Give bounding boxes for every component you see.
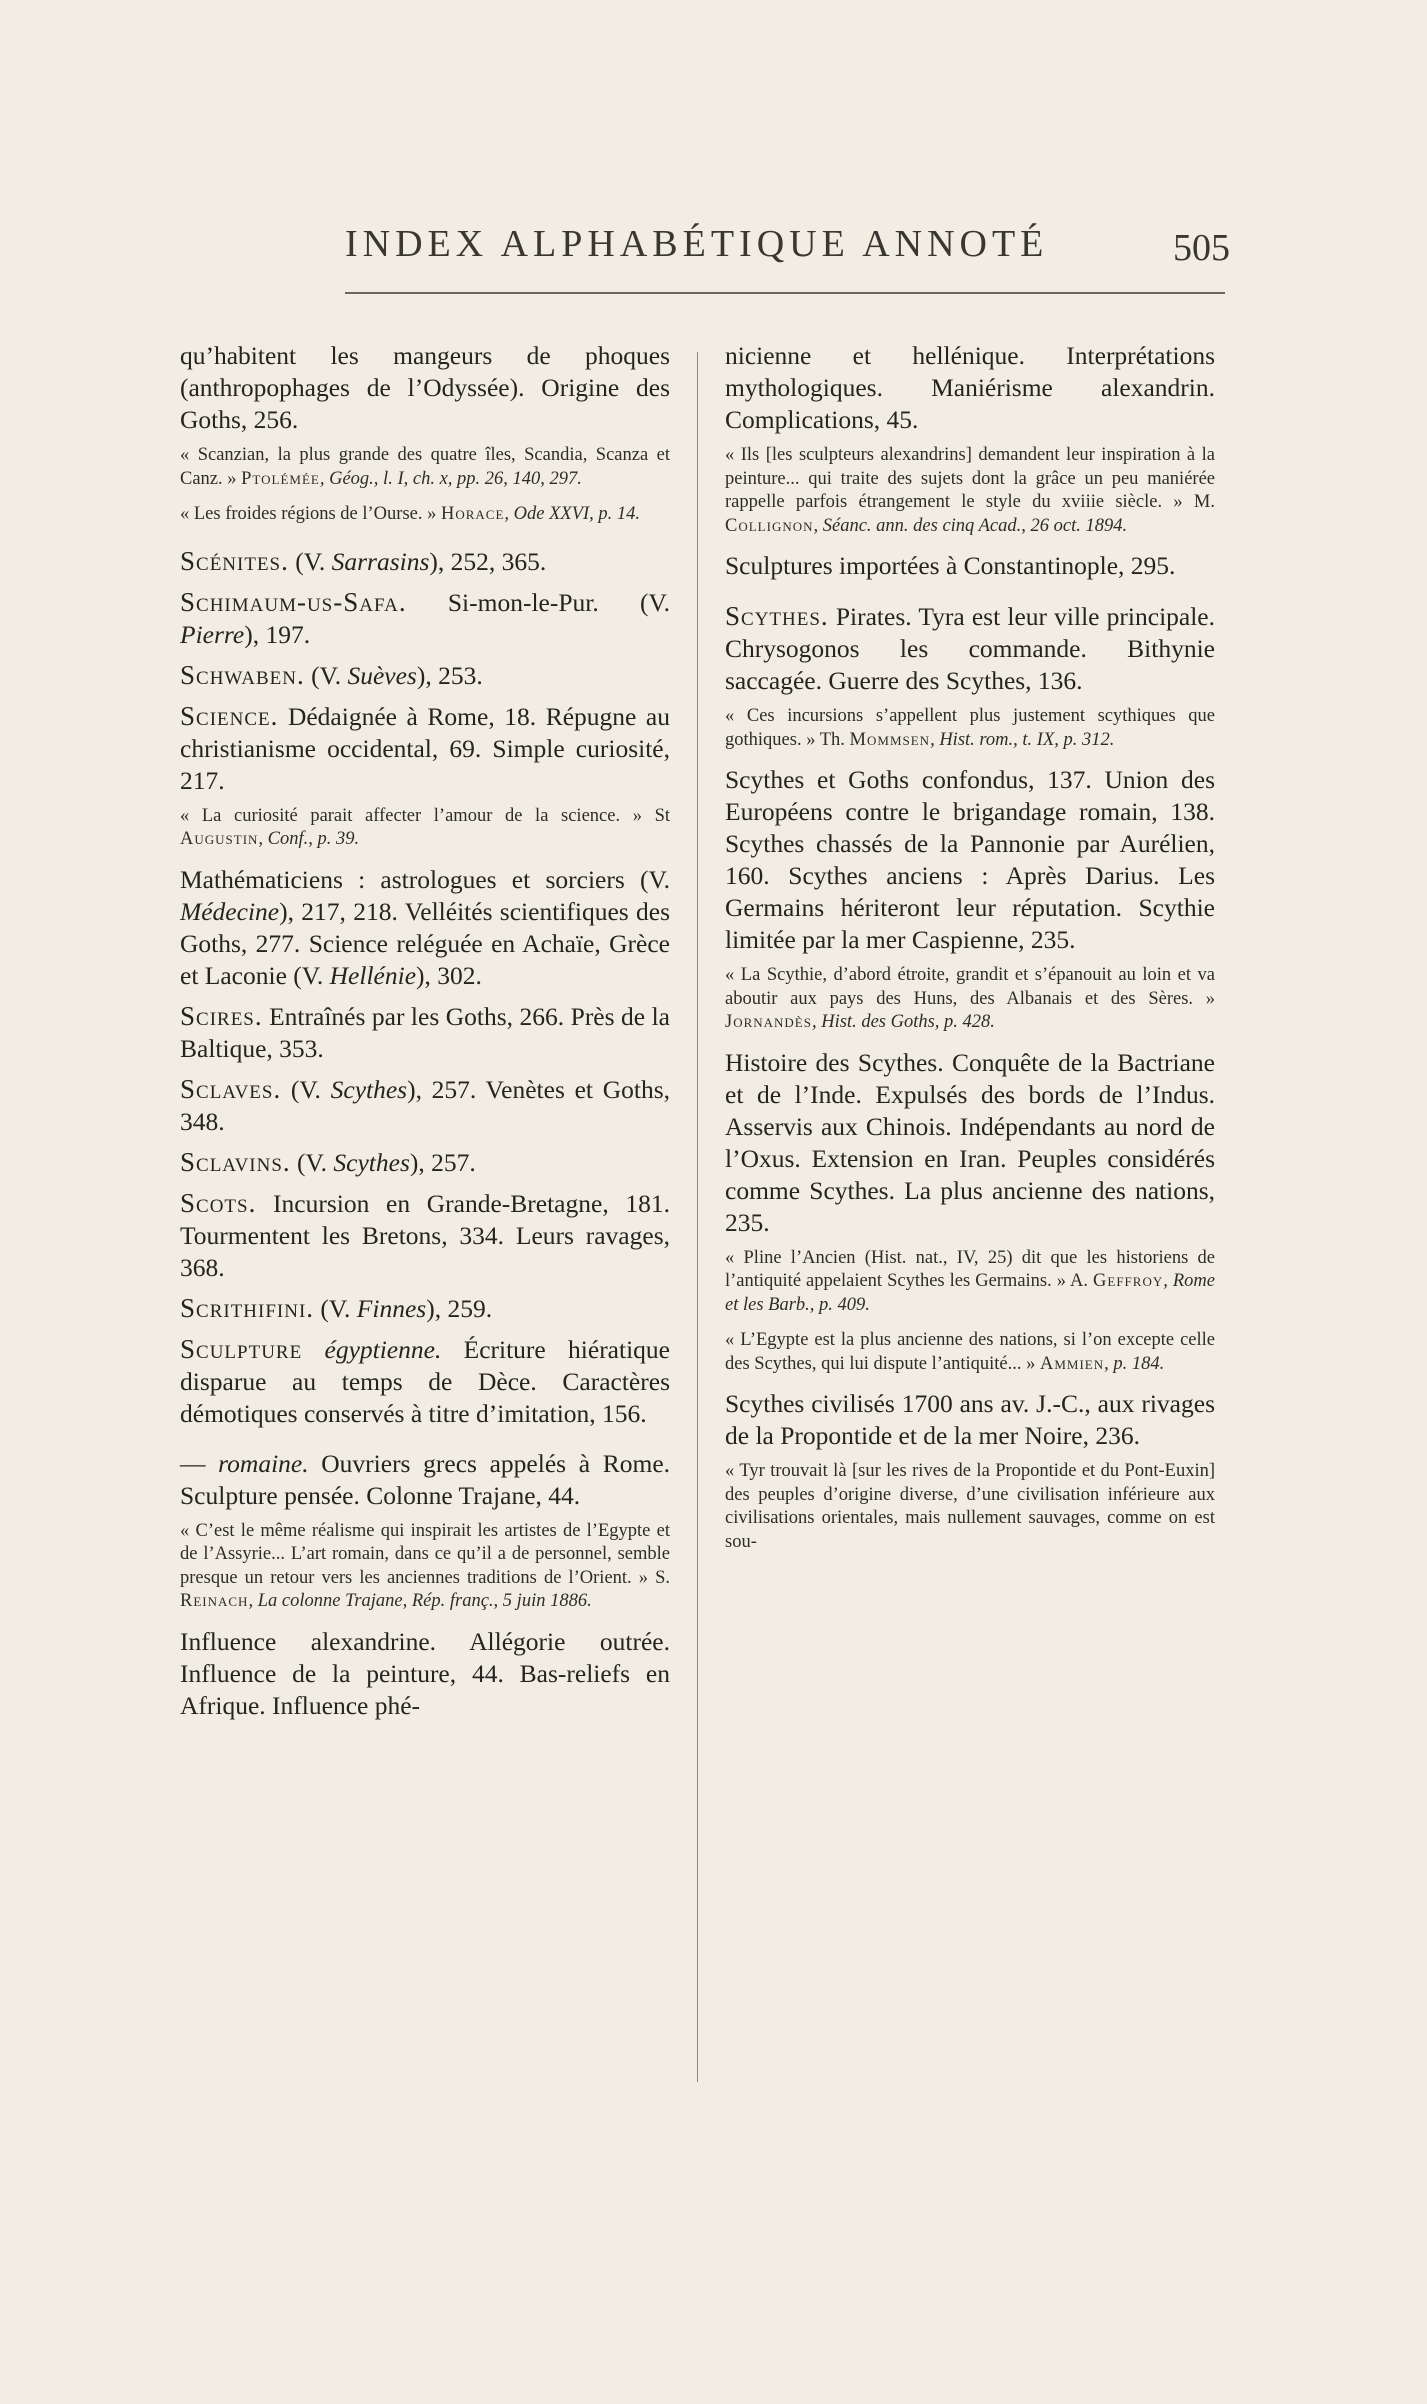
entry-scires: Scires. Entraînés par les Goths, 266. Près de la Baltique, 353.	[180, 1000, 670, 1063]
entry-sclaves: Sclaves. (V. Scythes), 257. Venètes et Goths, 348.	[180, 1073, 670, 1136]
quotation: « Scanzian, la plus grande des quatre îles, Scandia, Scanza et Canz. » Ptolémée, Géog., l. I, ch. x, pp. 26, 140, 297.	[180, 445, 670, 489]
entry-schimaum: Schimaum-us-Safa. Si-mon-le-Pur. (V. Pierre), 197.	[180, 586, 670, 649]
entry-sculpture-romaine: — romaine. Ouvriers grecs appelés à Rome. Sculpture pensée. Colonne Trajane, 44.	[180, 1448, 671, 1510]
quotation: « Les froides régions de l’Ourse. » Horace, Ode XXVI, p. 14.	[180, 504, 641, 524]
page-number: 505	[1173, 227, 1230, 269]
entry-sclavins: Sclavins. (V. Scythes), 257.	[180, 1146, 476, 1177]
page-header	[170, 222, 1230, 272]
entry-continuation: qu’habitent les mangeurs de phoques (anthropophages de l’Odyssée). Origine des Goths, 256.	[180, 341, 670, 434]
entry-scenites: Scénites. (V. Sarrasins), 252, 365.	[180, 545, 547, 576]
entry-subtext: Histoire des Scythes. Conquête de la Bactriane et de l’Inde. Expulsés des bords de l’Indus. Asservis aux Chinois. Indépendants au nord de l’Oxus. Extension en Iran. Peuples considérés comme Scythes. La plus ancienne des nations, 235.	[725, 1047, 1215, 1237]
right-column	[725, 340, 1215, 1566]
entry-sculpture: Sculpture égyptienne. Écriture hiératique disparue au temps de Dèce. Caractères démotiques conservés à titre d’imitation, 156.	[180, 1333, 670, 1428]
column-divider	[697, 352, 698, 2082]
entry-subtext: Mathématiciens : astrologues et sorciers (V. Médecine), 217, 218. Velléités scientifiques des Goths, 277. Science reléguée en Achaïe, Grèce et Laconie (V. Hellénie), 302.	[180, 864, 670, 990]
quotation: « La Scythie, d’abord étroite, grandit et s’épanouit au loin et va aboutir aux pays des Huns, des Albanais et des Sères. » Jornandès, Hist. des Goths, p. 428.	[725, 965, 1215, 1032]
quotation: « Ils [les sculpteurs alexandrins] demandent leur inspiration à la peinture... qui traite des sujets dont la grâce un peu maniérée rappelle parfois étrangement le style du xviiie siècle. » M. Collignon, Séanc. ann. des cinq Acad., 26 oct. 1894.	[725, 445, 1215, 536]
entry-schwaben: Schwaben. (V. Suèves), 253.	[180, 659, 483, 690]
entry-scythes: Scythes. Pirates. Tyra est leur ville principale. Chrysogonos les commande. Bithynie saccagée. Guerre des Scythes, 136.	[725, 601, 1215, 695]
quotation: « C’est le même réalisme qui inspirait les artistes de l’Egypte et de l’Assyrie... L’art romain, dans ce qu’il a de personnel, semble presque un retour vers les anciennes traditions de l’Orient. » S. Reinach, La colonne Trajane, Rép. franç., 5 juin 1886.	[180, 1520, 670, 1611]
quotation: « Ces incursions s’appellent plus justement scythiques que gothiques. » Th. Mommsen, Hist. rom., t. IX, p. 312.	[725, 706, 1215, 750]
left-column	[180, 340, 670, 1730]
quotation: « La curiosité parait affecter l’amour de la science. » St Augustin, Conf., p. 39.	[180, 805, 670, 849]
running-title: INDEX ALPHABÉTIQUE ANNOTÉ	[345, 223, 1049, 265]
quotation: « L’Egypte est la plus ancienne des nations, si l’on excepte celle des Scythes, qui lui dispute l’antiquité... » Ammien, p. 184.	[725, 1330, 1215, 1374]
entry-science: Science. Dédaignée à Rome, 18. Répugne au christianisme occidental, 69. Simple curiosité, 217.	[180, 700, 670, 795]
entry-subtext: Sculptures importées à Constantinople, 295.	[725, 551, 1176, 580]
quotation: « Tyr trouvait là [sur les rives de la Propontide et du Pont-Euxin] des peuples d’origine diverse, d’une civilisation inférieure aux civilisations orientales, mais nullement sauvages, comme on est sou-	[725, 1461, 1215, 1552]
header-rule	[345, 292, 1225, 294]
entry-scrithifini: Scrithifini. (V. Finnes), 259.	[180, 1292, 493, 1323]
entry-scots: Scots. Incursion en Grande-Bretagne, 181. Tourmentent les Bretons, 334. Leurs ravages, 368.	[180, 1187, 670, 1282]
entry-continuation: nicienne et hellénique. Interprétations mythologiques. Maniérisme alexandrin. Complications, 45.	[725, 341, 1215, 434]
entry-subtext: Scythes civilisés 1700 ans av. J.-C., aux rivages de la Propontide et de la mer Noire, 236.	[725, 1389, 1215, 1450]
entry-subtext: Influence alexandrine. Allégorie outrée. Influence de la peinture, 44. Bas-reliefs en Afrique. Influence phé-	[180, 1626, 670, 1720]
quotation: « Pline l’Ancien (Hist. nat., IV, 25) dit que les historiens de l’antiquité appelaient Scythes les Germains. » A. Geffroy, Rome et les Barb., p. 409.	[725, 1247, 1215, 1315]
entry-subtext: Scythes et Goths confondus, 137. Union des Européens contre le brigandage romain, 138. Scythes chassés de la Pannonie par Aurélien, 160. Scythes anciens : Après Darius. Les Germains hériteront leur réputation. Scythie limitée par la mer Caspienne, 235.	[725, 765, 1215, 954]
